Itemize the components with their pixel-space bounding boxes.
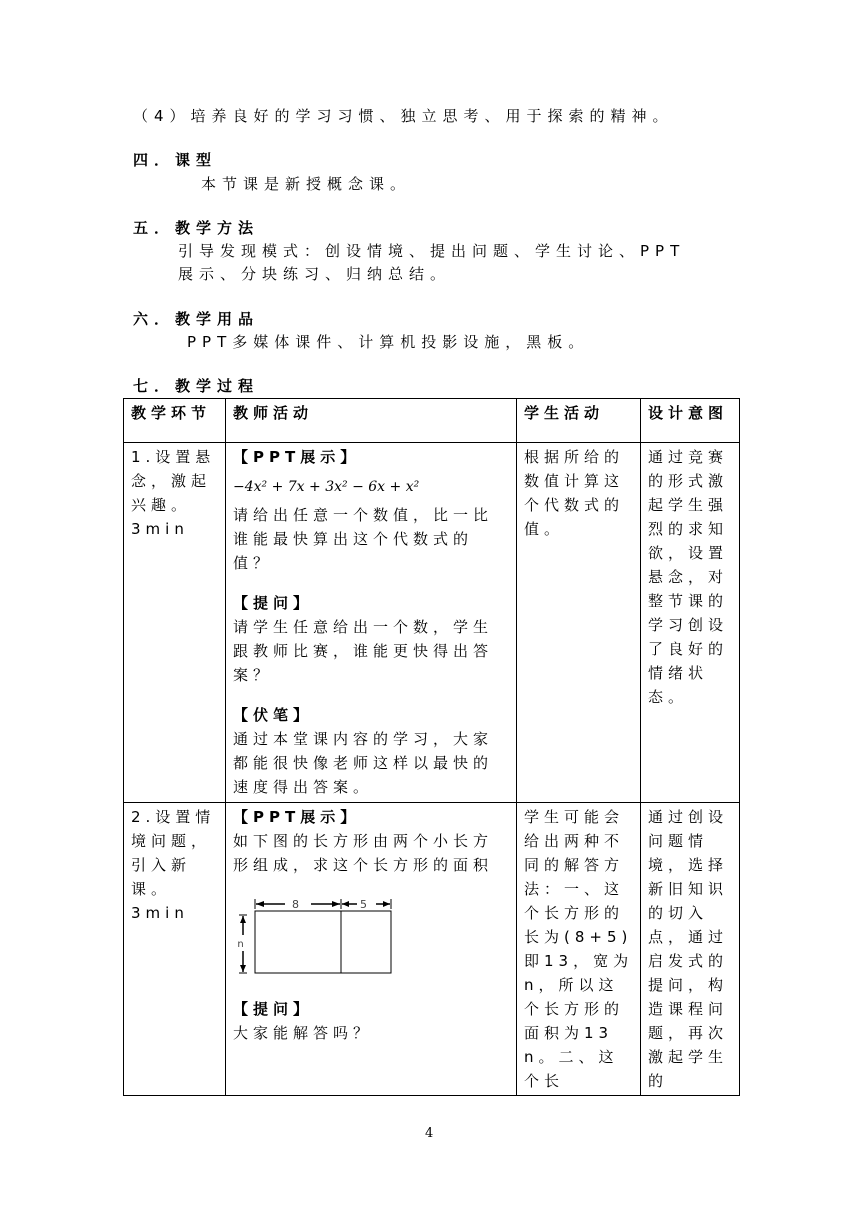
section-body-lesson-type: 本节课是新授概念课。 (201, 175, 412, 193)
intent-cell: 通过创设问题情境，选择新旧知识的切入点，通过启发式的提问，构造课程问题，再次激起学生的 (641, 803, 740, 1096)
student-cell: 根据所给的数值计算这个代数式的值。 (517, 443, 641, 803)
label-length-8: 8 (292, 898, 304, 911)
ppt-label: 【PPT展示】 (233, 448, 361, 466)
table-row (124, 443, 740, 803)
section-heading-supplies: 六．教学用品 (133, 310, 260, 328)
section-body-method-line1: 引导发现模式：创设情境、提出问题、学生讨论、PPT (178, 242, 686, 260)
stage-time: 3min (131, 520, 189, 538)
section-heading-method: 五．教学方法 (133, 219, 260, 237)
section-heading-process: 七．教学过程 (133, 377, 260, 395)
page-number: 4 (425, 1126, 434, 1141)
ppt-label: 【PPT展示】 (233, 808, 361, 826)
stage-text: 1.设置悬念，激起兴趣。 (131, 448, 216, 514)
student-cell: 学生可能会给出两种不同的解答方法：一、这个长方形的长为(8+5)即13，宽为n，所以这个长方形的面积为13n。二、这个长 (517, 803, 641, 1096)
hint-label: 【伏笔】 (233, 706, 314, 724)
question-label: 【提问】 (233, 594, 314, 612)
teacher-hint: 通过本堂课内容的学习，大家都能很快像老师这样以最快的速度得出答案。 (233, 730, 494, 796)
intent-cell: 通过竞赛的形式激起学生强烈的求知欲，设置悬念，对整节课的学习创设了良好的情绪状态。 (641, 443, 740, 803)
teacher-prompt: 请给出任意一个数值，比一比谁能最快算出这个代数式的值？ (233, 506, 494, 572)
arrow-head (240, 916, 246, 923)
outer-rectangle (255, 911, 391, 973)
teacher-cell (226, 803, 517, 1096)
label-length-5: 5 (360, 898, 372, 911)
stage-text: 2.设置情境问题，引入新课。 (131, 808, 216, 898)
arrow-head (332, 901, 340, 907)
table-header-row (124, 399, 740, 443)
section-body-method-line2: 展示、分块练习、归纳总结。 (178, 265, 452, 283)
teacher-cell (226, 443, 517, 803)
teacher-question: 大家能解答吗？ (233, 1024, 374, 1042)
section-heading-lesson-type: 四．课型 (133, 151, 218, 169)
table-row (124, 803, 740, 1096)
header-teacher: 教师活动 (226, 399, 517, 443)
header-student: 学生活动 (517, 399, 641, 443)
teacher-prompt: 如下图的长方形由两个小长方形组成，求这个长方形的面积 (233, 832, 494, 874)
header-intent: 设计意图 (641, 399, 740, 443)
stage-time: 3min (131, 904, 189, 922)
question-label: 【提问】 (233, 1000, 314, 1018)
label-width-n: n (237, 939, 249, 950)
teaching-process-table (123, 398, 740, 1096)
arrow-head (240, 965, 246, 972)
expression-formula: −4x² + 7x + 3x² − 6x + x² (233, 479, 420, 495)
section-body-supplies: PPT多媒体课件、计算机投影设施，黑板。 (187, 333, 590, 351)
arrow-head (342, 901, 349, 907)
stage-cell (124, 443, 226, 803)
objective-item-4: （4）培养良好的学习习惯、独立思考、用于探索的精神。 (133, 107, 674, 125)
teacher-question: 请学生任意给出一个数，学生跟教师比赛，谁能更快得出答案？ (233, 618, 494, 684)
arrow-head (256, 901, 264, 907)
arrow-head (383, 901, 390, 907)
stage-cell (124, 803, 226, 1096)
header-stage: 教学环节 (124, 399, 226, 443)
rectangle-diagram (233, 891, 403, 981)
